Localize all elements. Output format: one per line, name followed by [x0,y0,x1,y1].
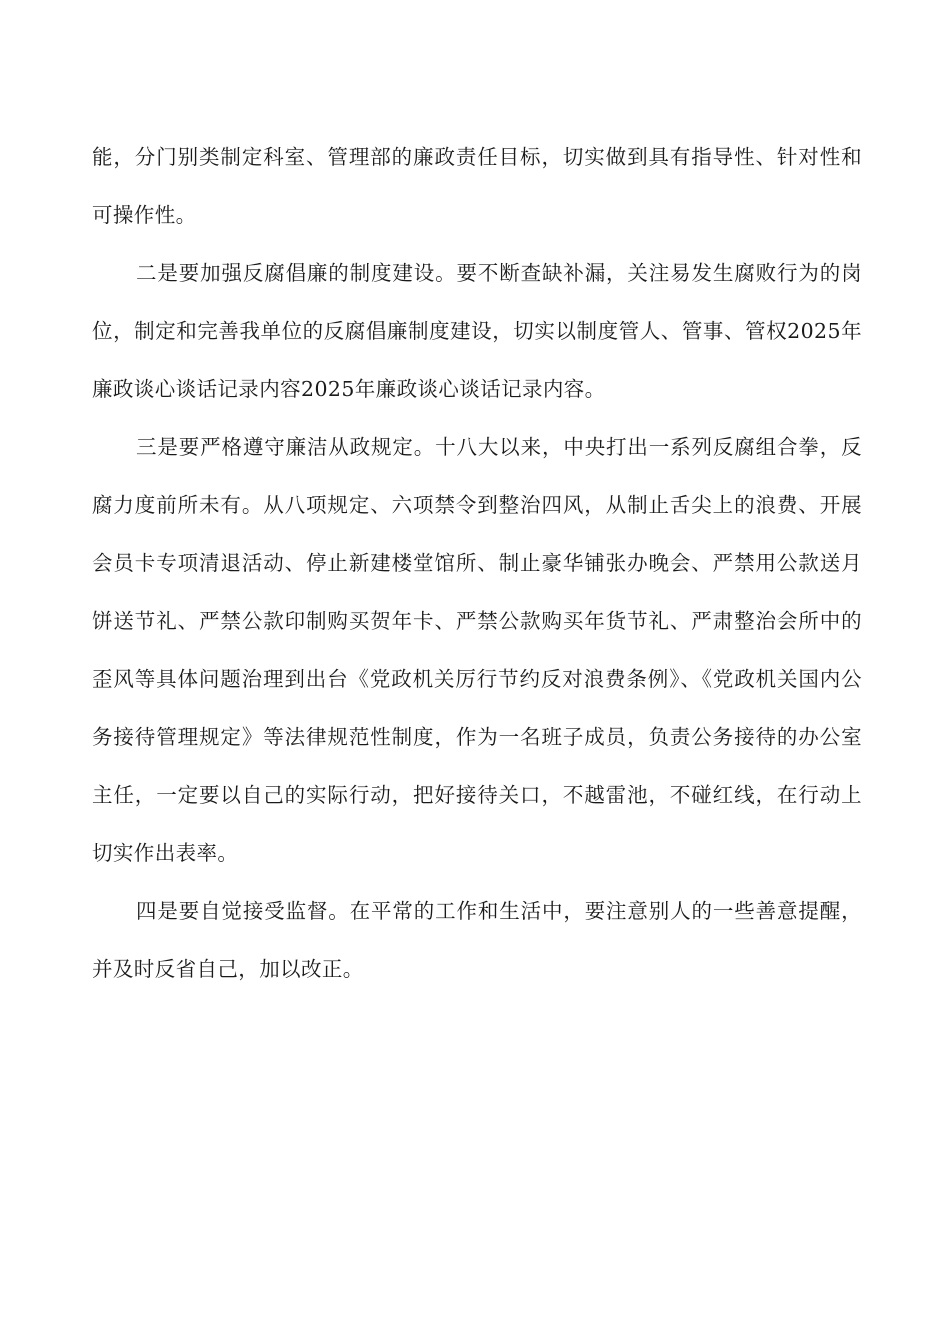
paragraph-integrity-rules: 三是要严格遵守廉洁从政规定。十八大以来，中央打出一系列反腐组合拳，反腐力度前所未有。从八项规定、六项禁令到整治四风，从制止舌尖上的浪费、开展会员卡专项清退活动、停止新建楼堂馆所、制止豪华铺张办晚会、严禁用公款送月饼送节礼、严禁公款印制购买贺年卡、严禁公款购买年货节礼、严肃整治会所中的歪风等具体问题治理到出台《党政机关厉行节约反对浪费条例》、《党政机关国内公务接待管理规定》等法律规范性制度，作为一名班子成员，负责公务接待的办公室主任，一定要以自己的实际行动，把好接待关口，不越雷池，不碰红线，在行动上切实作出表率。 [92,435,862,865]
document-body [92,128,862,998]
paragraph-responsibility-targets: 能，分门别类制定科室、管理部的廉政责任目标，切实做到具有指导性、针对性和可操作性。 [92,145,862,227]
paragraph-system-building: 二是要加强反腐倡廉的制度建设。要不断查缺补漏，关注易发生腐败行为的岗位，制定和完善我单位的反腐倡廉制度建设，切实以制度管人、管事、管权2025年廉政谈心谈话记录内容2025年廉政谈心谈话记录内容。 [92,261,862,401]
paragraph-accept-supervision: 四是要自觉接受监督。在平常的工作和生活中，要注意别人的一些善意提醒，并及时反省自己，加以改正。 [92,899,862,981]
